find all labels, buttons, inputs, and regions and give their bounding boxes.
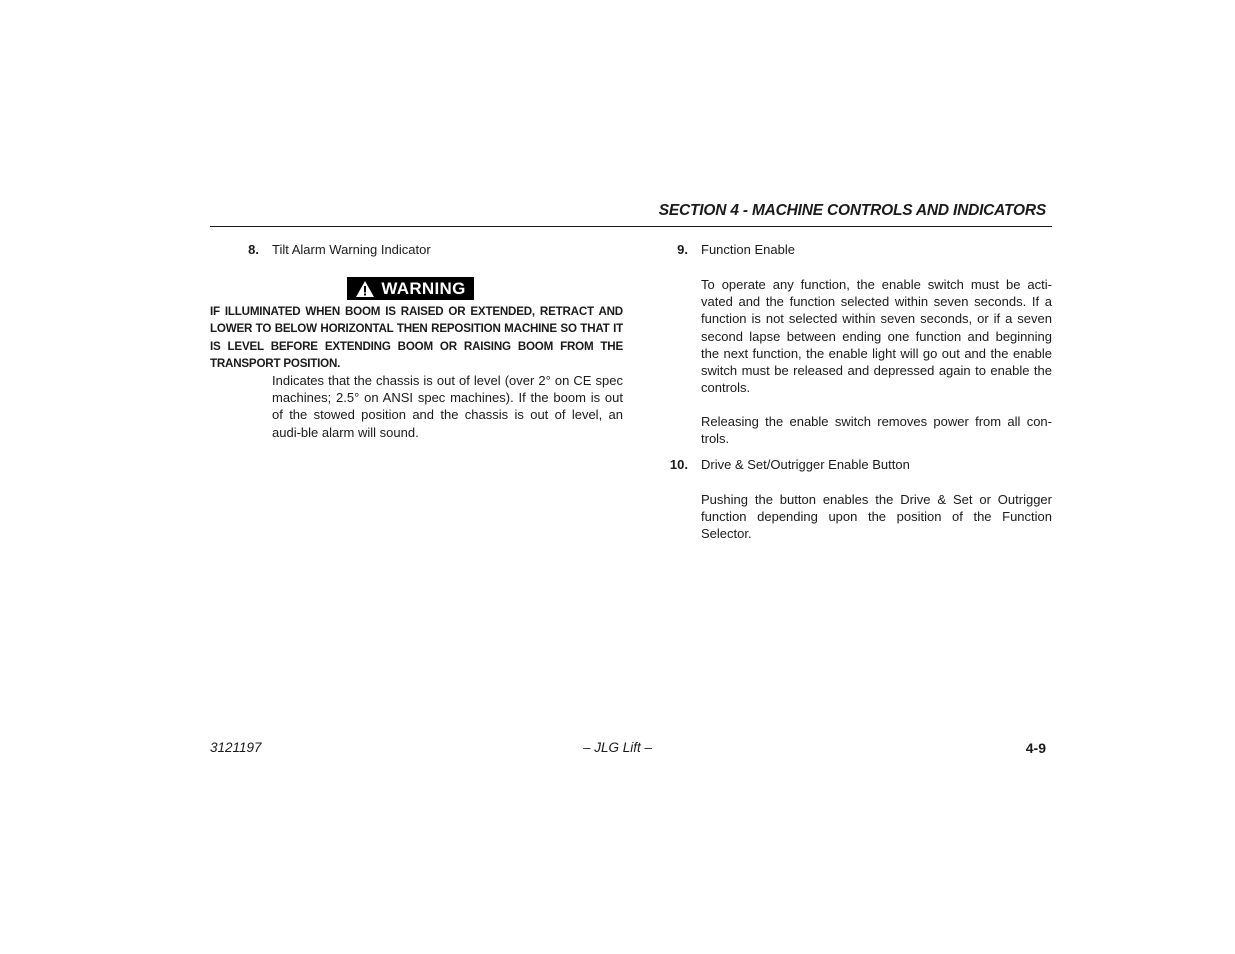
warning-text: IF ILLUMINATED WHEN BOOM IS RAISED OR EXTENDED, RETRACT AND LOWER TO BELOW HORIZONTAL THEN REPOSITION MACHINE SO THAT IT IS LEVEL BEFORE EXTENDING BOOM OR RAISING BOOM FROM THE TRANSPORT POSITION. (210, 305, 623, 371)
item-9-paragraph-1: To operate any function, the enable switch must be acti-vated and the function selected within seven seconds. If a function is not selected within seven seconds, or if a seven second lapse between ending one function and beginning the next function, the enable light will go out and the enable switch must be released and depressed again to enable the controls. (701, 277, 1052, 396)
section-title: SECTION 4 - MACHINE CONTROLS AND INDICATORS (658, 202, 1046, 219)
footer-center-text: – JLG Lift – (582, 740, 653, 755)
item-10-number: 10. (669, 457, 688, 472)
footer-doc-number: 3121197 (210, 740, 262, 755)
item-9-number: 9. (677, 242, 688, 257)
item-9-title: Function Enable (701, 242, 795, 257)
item-9-paragraph-2: Releasing the enable switch removes power from all con-trols. (701, 414, 1052, 447)
item-8-body: Indicates that the chassis is out of level (over 2° on CE spec machines; 2.5° on ANSI spec machines). If the boom is out of the stowed position and the chassis is out of level, an audi-ble alarm will sound. (272, 373, 623, 440)
warning-label: WARNING (381, 278, 466, 298)
header-rule (210, 226, 1052, 227)
item-8-title: Tilt Alarm Warning Indicator (272, 242, 431, 257)
warning-triangle-icon (355, 280, 375, 298)
item-10-paragraph-1: Pushing the button enables the Drive & Set or Outrigger function depending upon the position of the Function Selector. (701, 492, 1052, 542)
item-10-title: Drive & Set/Outrigger Enable Button (701, 457, 910, 472)
warning-badge (347, 277, 474, 300)
item-8-number: 8. (248, 242, 259, 257)
footer-page-number: 4-9 (1025, 740, 1046, 756)
